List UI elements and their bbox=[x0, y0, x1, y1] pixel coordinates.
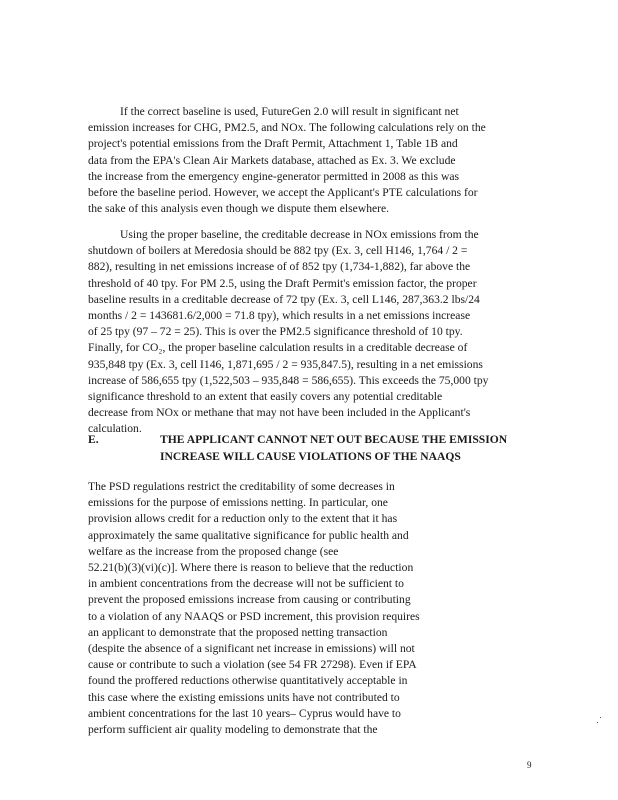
text-line: in ambient concentrations from the decrease will not be sufficient to bbox=[88, 577, 404, 591]
text-line: ambient concentrations for the last 10 years– Cyprus would have to bbox=[88, 706, 401, 720]
paragraph-psd-regulations bbox=[88, 479, 532, 738]
text-line: project's potential emissions from the Draft Permit, Attachment 1, Table 1B and bbox=[88, 137, 458, 151]
text-line: approximately the same qualitative significance for public health and bbox=[88, 528, 409, 542]
text-line: (despite the absence of a significant net increase in emissions) will not bbox=[88, 642, 415, 656]
text-line: cause or contribute to such a violation (see 54 FR 27298). Even if EPA bbox=[88, 658, 417, 672]
text-line: decrease from NOx or methane that may not have been included in the Applicant's bbox=[88, 406, 471, 420]
text-line: significance threshold to an extent that easily covers any potential creditable bbox=[88, 390, 443, 404]
text-line: perform sufficient air quality modeling to demonstrate that the bbox=[88, 723, 378, 737]
section-title-line-1: THE APPLICANT CANNOT NET OUT BECAUSE THE EMISSION bbox=[160, 433, 508, 446]
text-line: calculation. bbox=[88, 422, 142, 436]
text-line: baseline results in a creditable decrease of 72 tpy (Ex. 3, cell L146, 287,363.2 lbs/24 bbox=[88, 292, 480, 306]
scan-speck bbox=[600, 717, 601, 718]
text-line: found the proffered reductions otherwise quantitatively acceptable in bbox=[88, 674, 408, 688]
text-line: this case where the existing emissions units have not contributed to bbox=[88, 690, 400, 704]
text-line: prevent the proposed emissions increase from causing or contributing bbox=[88, 593, 411, 607]
text-line: of 25 tpy (97 – 72 = 25). This is over the PM2.5 significance threshold of 10 tpy. bbox=[88, 325, 463, 339]
text-line: emissions for the purpose of emissions netting. In particular, one bbox=[88, 496, 388, 510]
text-line: Finally, for CO₂, the proper baseline calculation results in a creditable decrease of bbox=[88, 341, 468, 355]
paragraph-creditable-decrease bbox=[88, 227, 532, 438]
text-line: The PSD regulations restrict the creditability of some decreases in bbox=[88, 480, 395, 493]
text-line: emission increases for CHG, PM2.5, and NOx. The following calculations rely on the bbox=[88, 121, 486, 135]
text-line: increase of 586,655 tpy (1,522,503 – 935,848 = 586,655). This exceeds the 75,000 tpy bbox=[88, 373, 489, 387]
text-line: months / 2 = 143681.6/2,000 = 71.8 tpy), which results in a net emissions increase bbox=[88, 309, 471, 323]
section-heading bbox=[88, 432, 538, 468]
section-title-line-2: INCREASE WILL CAUSE VIOLATIONS OF THE NAAQS bbox=[160, 450, 461, 463]
text-line: provision allows credit for a reduction only to the extent that it has bbox=[88, 512, 398, 526]
section-letter: E. bbox=[88, 433, 99, 446]
text-line: Using the proper baseline, the creditable decrease in NOx emissions from the bbox=[120, 228, 479, 241]
page-number: 9 bbox=[527, 760, 532, 770]
text-line: data from the EPA's Clean Air Markets database, attached as Ex. 3. We exclude bbox=[88, 153, 456, 167]
text-line: threshold of 40 tpy. For PM 2.5, using the Draft Permit's emission factor, the proper bbox=[88, 276, 477, 290]
scan-speck bbox=[597, 722, 598, 723]
text-line: 882), resulting in net emissions increase of of 852 tpy (1,734-1,882), far above the bbox=[88, 260, 471, 274]
text-line: before the baseline period. However, we accept the Applicant's PTE calculations for bbox=[88, 186, 478, 200]
text-line: 52.21(b)(3)(vi)(c)]. Where there is reason to believe that the reduction bbox=[88, 561, 414, 575]
text-line: shutdown of boilers at Meredosia should be 882 tpy (Ex. 3, cell H146, 1,764 / 2 = bbox=[88, 244, 468, 258]
text-line: the sake of this analysis even though we dispute them elsewhere. bbox=[88, 202, 390, 216]
text-line: welfare as the increase from the proposed change (see bbox=[88, 544, 339, 558]
text-line: 935,848 tpy (Ex. 3, cell I146, 1,871,695 / 2 = 935,847.5), resulting in a net emissions bbox=[88, 357, 483, 371]
text-line: an applicant to demonstrate that the proposed netting transaction bbox=[88, 625, 388, 639]
text-line: the increase from the emergency engine-generator permitted in 2008 as this was bbox=[88, 169, 459, 183]
paragraph-baseline-intro bbox=[88, 104, 532, 217]
text-line: If the correct baseline is used, FutureGen 2.0 will result in significant net bbox=[120, 105, 459, 118]
text-line: to a violation of any NAAQS or PSD increment, this provision requires bbox=[88, 609, 420, 623]
